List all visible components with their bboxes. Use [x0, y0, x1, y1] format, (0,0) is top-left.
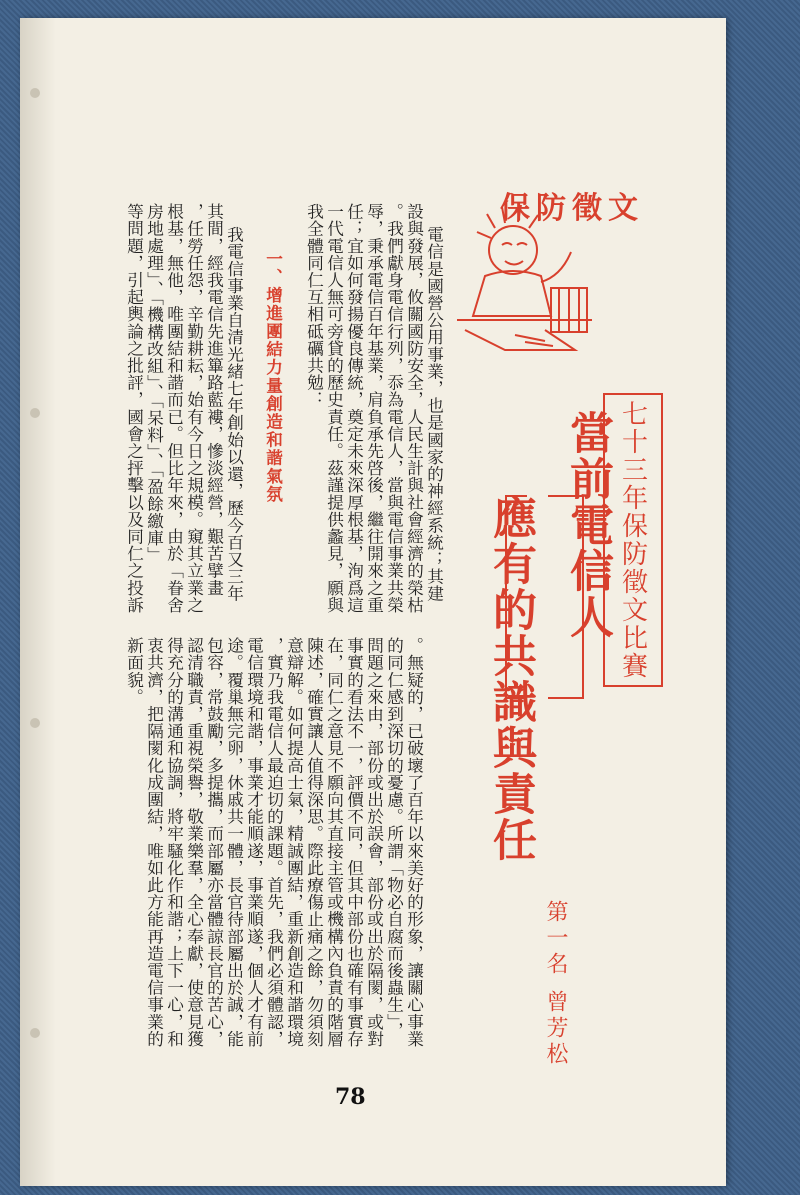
title-line-1: 當前電信人	[562, 410, 613, 640]
text-column: 其間，經我電信先進篳路藍褸，慘淡經營，艱苦擘畫	[204, 203, 224, 597]
text-column: 衷共濟，把隔閡化成團結，唯如此方能再造電信事業的	[144, 637, 164, 1048]
text-column: 得充分的溝通和協調，將牢騷化作和諧；上下一心，和	[164, 637, 184, 1048]
text-column: 我電信事業自清光緒七年創始以還，歷今百又三年	[224, 226, 244, 603]
text-column: 房地處理」、「機構改組」、「呆料」、「盈餘繳庫」	[144, 203, 164, 564]
text-column: ，實乃我電信人最迫切的課題。首先，我們必須體認，	[264, 637, 284, 1048]
text-column: 事實的看法不一，評價不同，但其中部份也確有事實存	[344, 637, 364, 1048]
text-column: 。我們獻身電信行列，忝為電信人，當與電信事業共榮	[384, 203, 404, 614]
binding-hole	[30, 88, 40, 98]
text-column: 認清職責，重視榮譽，敬業樂羣，全心奉獻，使意見獲	[184, 637, 204, 1048]
binding-hole	[30, 408, 40, 418]
title-bracket-right	[548, 495, 584, 699]
text-column: 等問題，引起輿論之批評，國會之抨擊以及同仁之投訴	[124, 203, 144, 614]
author: 曾芳松	[543, 990, 568, 1068]
text-column: 一代電信人無可旁貸的歷史責任。茲謹提供蠡見，願與	[324, 203, 344, 614]
text-column: ，任勞任怨，辛勤耕耘，始有今日之規模。窺其立業之	[184, 203, 204, 614]
text-column: 新面貌。	[124, 637, 144, 706]
text-column: 辱，秉承電信百年基業，肩負承先啓後，繼往開來之重	[364, 203, 384, 614]
text-column: 電信環境和諧，事業才能順遂，事業順遂，個人才有前	[244, 637, 264, 1048]
text-column: 的同仁感到深切的憂慮。所謂「物必自腐而後蟲生」，	[384, 637, 404, 1040]
text-column: 問題之來由，部份或出於誤會，部份或出於隔閡，或對	[364, 637, 384, 1048]
text-column: 任；宜如何發揚優良傳統，奠定未來深厚根基，洵爲這	[344, 203, 364, 614]
title-line-2: 應有的共識與責任	[485, 495, 536, 863]
rank: 第一名	[543, 900, 568, 978]
contest-label: 七十三年保防徵文比賽	[617, 400, 648, 680]
text-column: 設與發展，攸關國防安全，人民生計與社會經濟的榮枯	[404, 203, 424, 614]
section-heading: 一、增進團結力量創造和諧氣氛	[263, 250, 284, 504]
banner: 保防徵文	[500, 191, 644, 226]
text-column: 途。覆巢無完卵，休戚共一體，長官待部屬出於誠，能	[224, 637, 244, 1048]
text-column: 在，同仁之意見不願向其直接主管或機構內負責的階層	[324, 637, 344, 1048]
text-column: 意辯解。如何提高士氣，精誠團結，重新創造和諧環境	[284, 637, 304, 1048]
page-gutter	[20, 18, 56, 1186]
text-column: 根基，無他，唯團結和諧而已。但比年來，由於「眷舍	[164, 203, 184, 614]
text-column: 包容，常鼓勵，多提攜，而部屬亦當體諒長官的苦心，	[204, 637, 224, 1048]
text-column: 我全體同仁互相砥礪共勉：	[304, 203, 324, 409]
binding-hole	[30, 1028, 40, 1038]
page-number: 78	[335, 1084, 366, 1110]
cartoon-illustration	[455, 190, 595, 365]
text-column: 電信是國營公用事業，也是國家的神經系統；其建	[424, 226, 444, 603]
text-column: 。無疑的，已破壞了百年以來美好的形象，讓關心事業	[404, 637, 424, 1048]
text-column: 陳述，確實讓人值得深思。際此療傷止痛之餘，勿須刻	[304, 637, 324, 1048]
binding-hole	[30, 718, 40, 728]
